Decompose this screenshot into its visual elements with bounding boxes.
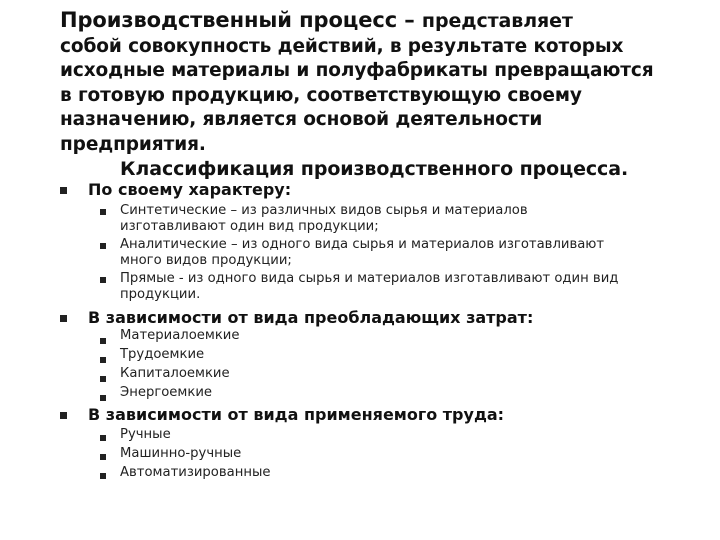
item-bullet — [100, 209, 106, 215]
section-title: По своему характеру: — [88, 180, 292, 199]
list-item — [120, 203, 680, 234]
list-item — [120, 271, 680, 302]
list-item: Энергоемкие — [120, 385, 213, 400]
intro-term: Производственный процесс — [60, 8, 398, 32]
intro-line-3: исходные материалы и полуфабрикаты превращаются — [60, 60, 654, 81]
list-item: Автоматизированные — [120, 465, 271, 480]
intro-line-2: собой совокупность действий, в результате которых — [60, 35, 624, 57]
item-bullet — [100, 435, 106, 441]
intro-dash: – — [397, 8, 422, 32]
section-title: В зависимости от вида применяемого труда: — [88, 405, 505, 424]
intro-predicate: представляет — [421, 10, 573, 32]
intro-line-5: назначению, является основой деятельности — [60, 109, 543, 130]
section-bullet — [60, 315, 67, 322]
list-item: Капиталоемкие — [120, 366, 230, 381]
item-bullet — [100, 376, 106, 382]
list-item: Трудоемкие — [120, 347, 205, 362]
list-item-line: изготавливают один вид продукции; — [120, 218, 379, 234]
intro-line-6: предприятия. — [60, 133, 206, 155]
list-item: Машинно-ручные — [120, 446, 242, 461]
list-item — [120, 237, 680, 268]
section-bullet — [60, 187, 67, 194]
list-item: Ручные — [120, 427, 171, 442]
section-bullet — [60, 412, 67, 419]
item-bullet — [100, 473, 106, 479]
list-item-line: продукции. — [120, 286, 201, 302]
list-item-line: Прямые - из одного вида сырья и материалов изготавливают один вид — [120, 271, 619, 286]
intro-line-4: в готовую продукцию, соответствующую своему — [60, 84, 582, 106]
item-bullet — [100, 243, 106, 249]
item-bullet — [100, 357, 106, 363]
list-item-line: Аналитические – из одного вида сырья и материалов изготавливают — [120, 237, 605, 252]
item-bullet — [100, 454, 106, 460]
item-bullet — [100, 395, 106, 401]
intro-line-1 — [60, 8, 700, 35]
item-bullet — [100, 277, 106, 283]
list-item-line: Синтетические – из различных видов сырья и материалов — [120, 203, 528, 218]
classification-title: Классификация производственного процесса. — [120, 158, 629, 180]
section-title: В зависимости от вида преобладающих затрат: — [88, 308, 534, 327]
intro-paragraph — [60, 8, 700, 157]
list-item: Материалоемкие — [120, 328, 240, 343]
item-bullet — [100, 338, 106, 344]
list-item-line: много видов продукции; — [120, 252, 292, 268]
